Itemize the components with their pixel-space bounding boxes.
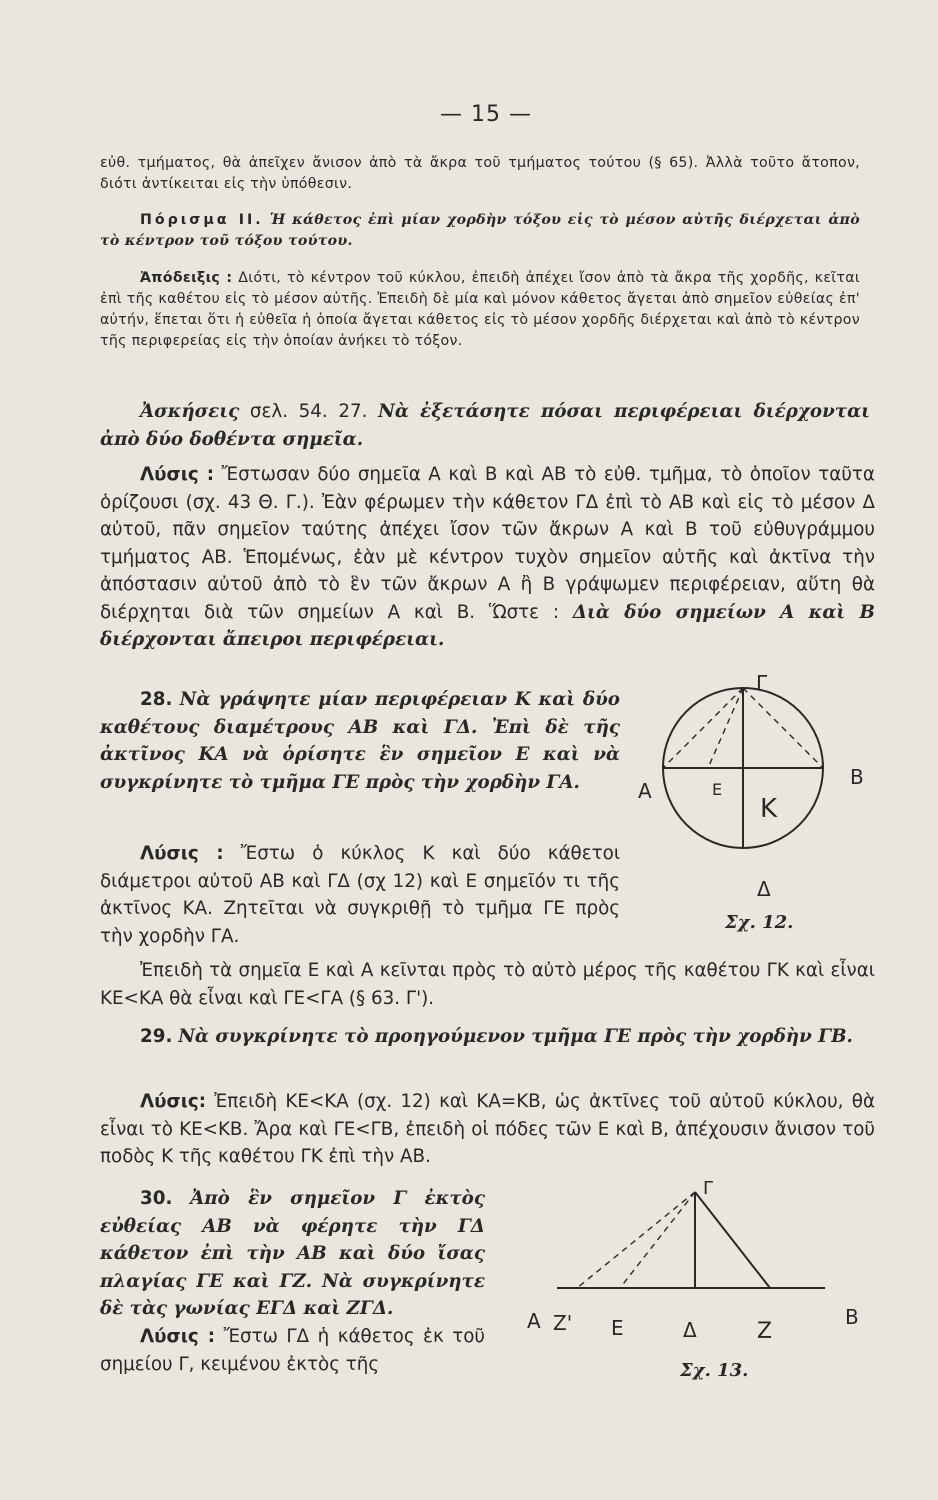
solution27-text: Ἔστωσαν δύο σημεῖα Α καὶ Β καὶ ΑΒ τὸ εὐθ. τμῆμα, τὸ ὁποῖον ταῦτα ὁρίζουσι (σχ. 43 Θ. Γ.). Ἐὰν φέρωμεν τὴν κάθετον ΓΔ ἐπὶ τὸ ΑΒ καὶ εἰς τὸ μέσον Δ αὐτοῦ, πᾶν σημεῖον ταύτης ἀπέχει ἴσον τῶν ἄκρων Α καὶ Β τοῦ εὐθυγράμμου τμήματος ΑΒ. Ἑπομένως, ἐὰν μὲ κέντρον τυχὸν σημεῖον αὐτῆς καὶ ἀκτῖνα τὴν ἀπόστασιν αὐτοῦ ἀπὸ τὸ ἓν τῶν ἄκρων Α ἢ Β γράψωμεν περιφέρειαν, αὕτη θὰ διέρχηται διὰ τῶν σημείων Α καὶ Β. Ὥστε :	[100, 464, 875, 623]
solution29-label: Λύσις:	[140, 1091, 207, 1112]
solution27-conclusion: Διὰ δύο σημείων Α καὶ Β διέρχονται ἄπειροι περιφέρειαι.	[100, 601, 876, 650]
label-b: Β	[845, 1305, 859, 1329]
chord-ga	[663, 688, 743, 768]
label-g: Γ	[703, 1178, 714, 1199]
page-number: — 15 —	[440, 102, 532, 127]
exercise27-text: Νὰ ἐξετάσητε πόσαι περιφέρειαι διέρχονται ἀπὸ δύο δοθέντα σημεῖα.	[100, 401, 870, 450]
solution30-label: Λύσις :	[140, 1326, 216, 1347]
solution28-text: Ἔστω ὁ κύκλος Κ καὶ δύο κάθετοι διάμετροι αὐτοῦ ΑΒ καὶ ΓΔ (σχ 12) καὶ Ε σημεῖόν τι τῆς ἀκτῖνος ΚΑ. Ζητεῖται νὰ συγκριθῇ τὸ τμῆμα ΓΕ πρὸς τὴν χορδὴν ΓΑ.	[100, 843, 621, 947]
exercise29	[100, 1023, 875, 1051]
figure12-caption: Σχ. 12.	[725, 912, 794, 933]
solution30-text: Ἔστω ΓΔ ἡ κάθετος ἐκ τοῦ σημείου Γ, κειμένου ἐκτὸς τῆς	[100, 1326, 485, 1375]
oblique-gz	[695, 1192, 770, 1288]
continuation28: Ἐπειδὴ τὰ σημεῖα Ε καὶ Α κεῖνται πρὸς τὸ αὐτὸ μέρος τῆς καθέτου ΓΚ καὶ εἶναι ΚΕ<ΚΑ θὰ εἶναι καὶ ΓΕ<ΓΑ (§ 63. Γ').	[100, 960, 875, 1009]
exercise30	[100, 1185, 485, 1323]
label-z-prime: Ζ'	[553, 1311, 573, 1335]
label-e: Ε	[611, 1316, 624, 1340]
label-k: Κ	[760, 794, 778, 824]
proof-label: Ἀπόδειξις :	[140, 270, 233, 286]
label-g: Γ	[756, 671, 768, 695]
exercise29-text: Νὰ συγκρίνητε τὸ προηγούμενον τμῆμα ΓΕ πρὸς τὴν χορδὴν ΓΒ.	[178, 1026, 853, 1047]
top-paragraph: εὐθ. τμήματος, θὰ ἀπεῖχεν ἄνισον ἀπὸ τὰ ἄκρα τοῦ τμήματος τούτου (§ 65). Ἀλλὰ τοῦτο ἄτοπον, διότι ἀντίκειται εἰς τὴν ὑπόθεσιν.	[100, 155, 860, 192]
oblique-ge	[620, 1192, 695, 1288]
label-a: Α	[527, 1309, 541, 1333]
exercise28-number: 28.	[140, 689, 173, 710]
proof	[100, 268, 860, 352]
label-a: Α	[638, 779, 652, 803]
theorem	[100, 210, 860, 252]
label-d: Δ	[757, 877, 771, 901]
exercise28	[100, 686, 620, 796]
chord-gb	[743, 688, 823, 768]
label-z: Ζ	[757, 1319, 773, 1344]
solution27-label: Λύσις :	[140, 464, 215, 485]
exercises-ref: σελ. 54. 27.	[249, 401, 368, 422]
label-d: Δ	[683, 1318, 697, 1342]
solution28	[100, 840, 620, 950]
oblique-gz-prime	[577, 1192, 695, 1288]
figure-12	[620, 660, 880, 950]
proof-text: Διότι, τὸ κέντρον τοῦ κύκλου, ἐπειδὴ ἀπέχει ἴσον ἀπὸ τὰ ἄκρα τῆς χορδῆς, κεῖται ἐπὶ τῆς καθέτου εἰς τὸ μέσον αὐτῆς. Ἐπειδὴ δὲ μία καὶ μόνον κάθετος ἄγεται ἀπὸ σημεῖον εὐθείας ἐπ' αὐτήν, ἕπεται ὅτι ἡ εὐθεῖα ἡ ὁποία ἄγεται κάθετος εἰς τὸ μέσον χορδῆς διέρχεται καὶ ἀπὸ τὸ κέντρον τῆς περιφερείας εἰς τὴν ὁποίαν ἀνήκει τὸ τόξον.	[100, 270, 860, 349]
figure13-caption: Σχ. 13.	[680, 1360, 749, 1381]
exercise30-text: Ἀπὸ ἓν σημεῖον Γ ἐκτὸς εὐθείας ΑΒ νὰ φέρητε τὴν ΓΔ κάθετον ἐπὶ τὴν ΑΒ καὶ δύο ἴσας πλαγίας ΓΕ καὶ ΓΖ. Νὰ συγκρίνητε δὲ τὰς γωνίας ΕΓΔ καὶ ΖΓΔ.	[100, 1188, 485, 1319]
solution29-text: Ἐπειδὴ ΚΕ<ΚΑ (σχ. 12) καὶ ΚΑ=ΚΒ, ὡς ἀκτῖνες τοῦ αὐτοῦ κύκλου, θὰ εἶναι τὸ ΚΕ<ΚΒ. Ἄρα καὶ ΓΕ<ΓΒ, ἐπειδὴ οἱ πόδες τῶν Ε καὶ Β, ἀπέχουσιν ἄνισον τοῦ ποδὸς Κ τῆς καθέτου ΓΚ ἐπὶ τὴν ΑΒ.	[100, 1091, 875, 1167]
exercises-label: Ἀσκήσεις	[140, 401, 240, 422]
solution27	[100, 461, 875, 654]
label-b: Β	[850, 765, 864, 789]
solution28-label: Λύσις :	[140, 843, 224, 864]
exercise29-number: 29.	[140, 1026, 173, 1047]
theorem-text: Ἡ κάθετος ἐπὶ μίαν χορδὴν τόξου εἰς τὸ μέσον αὐτῆς διέρχεται ἀπὸ τὸ κέντρον τοῦ τόξου τούτου.	[100, 212, 860, 249]
figure-13	[505, 1170, 885, 1400]
segment-ge	[708, 688, 743, 768]
label-e: Ε	[712, 780, 723, 799]
exercise28-text: Νὰ γράψητε μίαν περιφέρειαν Κ καὶ δύο καθέτους διαμέτρους ΑΒ καὶ ΓΔ. Ἐπὶ δὲ τῆς ἀκτῖνος ΚΑ νὰ ὁρίσητε ἓν σημεῖον Ε καὶ νὰ συγκρίνητε τὸ τμῆμα ΓΕ πρὸς τὴν χορδὴν ΓΑ.	[100, 689, 620, 793]
solution30	[100, 1323, 485, 1378]
theorem-label: Πόρισμα ΙΙ.	[140, 212, 264, 228]
solution29	[100, 1088, 875, 1171]
exercise30-number: 30.	[140, 1188, 173, 1209]
exercises-heading	[100, 398, 870, 453]
